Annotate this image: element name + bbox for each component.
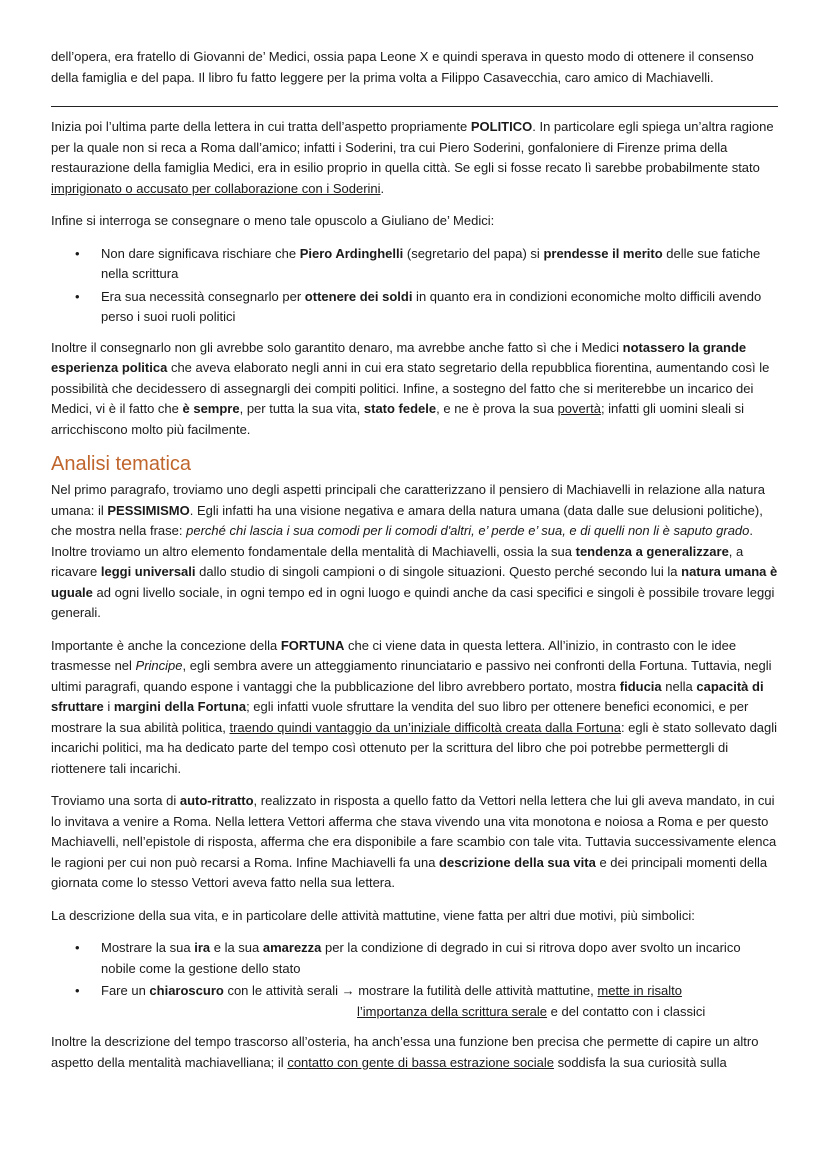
text-run: e la sua <box>210 940 263 955</box>
text-run: , egli sembra avere un atteggiamento rinunciatario e passivo nei confronti della Fortuna. Tuttavia, negli ultimi paragrafi, quando espone i vantaggi che la pubblicazione del libro avrebbero portato, mostra <box>51 658 772 694</box>
bold-term: Piero Ardinghelli <box>299 245 404 261</box>
list-item <box>51 287 778 328</box>
bold-term: margini della Fortuna <box>113 699 247 714</box>
paragraph-pessimismo <box>51 480 778 624</box>
bold-term: tendenza a generalizzare <box>575 543 729 559</box>
text-run: , a ricavare <box>51 543 744 579</box>
text-run: per la condizione di degrado in cui si ritrova dopo aver svolto un incarico nobile come la gestione dello stato <box>101 940 741 976</box>
text-run: nella <box>661 678 697 694</box>
text-run: Infine si interroga se consegnare o meno tale opuscolo a Giuliano de’ Medici: <box>51 213 495 228</box>
bold-term: FORTUNA <box>280 637 345 653</box>
text-run: delle sue fatiche nella scrittura <box>101 245 761 281</box>
text-run: che ci viene data in questa lettera. All’inizio, in contrasto con le idee trasmesse nel <box>51 637 737 673</box>
text-run: Era sua necessità consegnarlo per <box>101 288 305 304</box>
underlined-phrase: imprigionato o accusato per collaborazione con i Soderini <box>51 180 381 196</box>
text-run: Non dare significava rischiare che <box>101 245 300 261</box>
text-run: Nel primo paragrafo, troviamo uno degli aspetti principali che caratterizzano il pensiero di Machiavelli in relazione alla natura umana: il <box>51 482 765 518</box>
paragraph-esperienza <box>51 338 778 441</box>
bold-term: capacità di sfruttare <box>51 678 764 714</box>
bold-term: natura umana è uguale <box>51 564 778 600</box>
underlined-phrase: mette in risalto <box>597 983 682 998</box>
text-run: , realizzato in risposta a quello fatto da Vettori nella lettera che lui gli aveva mandato, in cui lo invitava a venire a Roma. Nella lettera Vettori afferma che stava vivendo una vita monotona e noiosa a Roma e per questo Machiavelli, nell’epistole di risposta, afferma che era disponibile a fare scambio con tale vita. Tuttavia successivamente elenca le ragioni per cui non può recarsi a Roma. Infine Machiavelli fa una <box>51 793 777 870</box>
bold-term: prendesse il merito <box>543 245 663 261</box>
italic-title: Principe <box>135 658 183 673</box>
text-run: dallo studio di singoli campioni o di singole situazioni. Questo perché secondo lui la <box>195 564 682 579</box>
list-item <box>51 981 778 1022</box>
bold-term: chiaroscuro <box>149 983 224 998</box>
text-run: Fare un <box>101 983 150 998</box>
italic-quote: perché chi lascia i sua comodi per li comodi d'altri, e’ perde e’ sua, e di quelli non li è saputo grado <box>186 523 750 538</box>
paragraph-autoritratto <box>51 791 778 894</box>
bold-term: stato fedele <box>363 401 437 416</box>
text-run: . Inoltre troviamo un altro elemento fondamentale della mentalità di Machiavelli, ossia la sua <box>51 523 754 559</box>
underlined-phrase: contatto con gente di bassa estrazione sociale <box>287 1054 554 1070</box>
bold-term: descrizione della sua vita <box>439 854 596 870</box>
text-run: Inoltre la descrizione del tempo trascorso all’osteria, ha anch’essa una funzione ben precisa che permette di capire un altro aspetto della mentalità machiavelliana; il <box>51 1034 759 1070</box>
bullet-list-motivi <box>51 938 778 1022</box>
text-run: i <box>103 699 114 714</box>
bullet-list-consegna <box>51 244 778 328</box>
text-run: . In particolare egli spiega un’altra ragione per la quale non si reca a Roma dall’amico; infatti i Soderini, tra cui Piero Soderini, gonfaloniere di Firenze prima della restaurazione della famiglia Medici, era in esilio proprio in quella città. Se egli si fosse recato lì sarebbe probabilmente stato <box>51 119 774 175</box>
bullet-icon: • <box>75 245 80 261</box>
bold-term: ottenere dei soldi <box>304 288 413 304</box>
text-run: dell’opera, era fratello di Giovanni de’ Medici, ossia papa Leone X e quindi sperava in questo modo di ottenere il consenso della famiglia e del papa. Il libro fu fatto leggere per la prima volta a Filippo Casavecchia, caro amico di Machiavelli. <box>51 49 754 85</box>
text-run: Troviamo una sorta di <box>51 793 180 808</box>
list-item <box>51 244 778 285</box>
text-run: . Egli infatti ha una visione negativa e amara della natura umana (data dalle sue delusioni politiche), che mostra nella frase: <box>51 502 763 538</box>
list-item <box>51 938 778 979</box>
text-run: , e ne è prova la sua <box>436 401 558 416</box>
text-run: : egli è stato sollevato dagli incarichi politici, ma ha dedicato parte del tempo così ottenuto per la scrittura del libro che poi potrebbe permettergli di riottenere tali incarichi. <box>51 719 778 776</box>
text-run: ; egli infatti vuole sfruttare la vendita del suo libro per ottenere benefici economici, e per mostrare la sua abilità politica, <box>51 699 749 735</box>
text-run: Importante è anche la concezione della <box>51 637 281 653</box>
text-run: e del contatto con i classici <box>547 1003 706 1019</box>
paragraph-osteria <box>51 1032 778 1073</box>
text-run: che aveva elaborato negli anni in cui era stato segretario della repubblica fiorentina, aumentando così le possibilità che decidessero di assegnargli dei compiti politici. Infine, a sostegno del fatto che si meriterebbe un incarico dei Medici, vi è il fatto che <box>51 360 770 416</box>
bold-term: auto-ritratto <box>179 793 254 808</box>
text-run: . <box>380 180 385 196</box>
bold-term: PESSIMISMO <box>107 502 190 518</box>
bold-term: notassero la grande esperienza politica <box>51 339 747 375</box>
paragraph-interroga <box>51 211 778 232</box>
paragraph-fortuna <box>51 636 778 780</box>
bullet-icon: • <box>75 940 80 955</box>
text-run: soddisfa la sua curiosità sulla <box>553 1054 727 1070</box>
bold-term: amarezza <box>262 940 322 955</box>
text-run: Mostrare la sua <box>101 940 195 955</box>
horizontal-rule <box>51 106 778 107</box>
indented-continuation <box>101 1002 778 1023</box>
text-run: ad ogni livello sociale, in ogni tempo ed in ogni luogo e quindi anche da casi specifici e singoli è possibile trovare leggi generali. <box>51 584 775 620</box>
text-run: , per tutta la sua vita, <box>239 401 364 416</box>
text-run: e dei principali momenti della giornata come lo stesso Vettori aveva fatto nella sua lettera. <box>51 854 768 890</box>
paragraph-politico <box>51 117 778 199</box>
text-run: ; infatti gli uomini sleali si arricchiscono molto più facilmente. <box>51 401 744 437</box>
text-run: Inizia poi l’ultima parte della lettera in cui tratta dell’aspetto propriamente <box>51 119 471 134</box>
bold-term: ira <box>194 940 211 955</box>
bold-term: POLITICO <box>470 119 533 134</box>
bold-term: è sempre <box>182 401 240 416</box>
bold-term: fiducia <box>619 678 662 694</box>
underlined-phrase: l’importanza della scrittura serale <box>357 1003 548 1019</box>
document-page <box>51 47 778 1085</box>
bold-term: leggi universali <box>100 564 196 579</box>
underlined-phrase: traendo quindi vantaggio da un’iniziale difficoltà creata dalla Fortuna <box>229 719 621 735</box>
paragraph-motivi <box>51 906 778 927</box>
text-run: Inoltre il consegnarlo non gli avrebbe solo garantito denaro, ma avrebbe anche fatto sì che i Medici <box>51 339 623 355</box>
paragraph-dedica <box>51 47 778 88</box>
underlined-phrase: povertà <box>557 401 601 416</box>
text-run: La descrizione della sua vita, e in particolare delle attività mattutine, viene fatta per altri due motivi, più simbolici: <box>51 907 695 923</box>
bullet-icon: • <box>75 983 80 998</box>
section-heading: Analisi tematica <box>51 453 192 475</box>
text-run: (segretario del papa) si <box>403 245 544 261</box>
bullet-icon: • <box>75 288 80 304</box>
text-run: con le attività serali → mostrare la futilità delle attività mattutine, <box>223 983 598 998</box>
text-run: in quanto era in condizioni economiche molto difficili avendo perso i suoi ruoli politici <box>101 288 762 324</box>
